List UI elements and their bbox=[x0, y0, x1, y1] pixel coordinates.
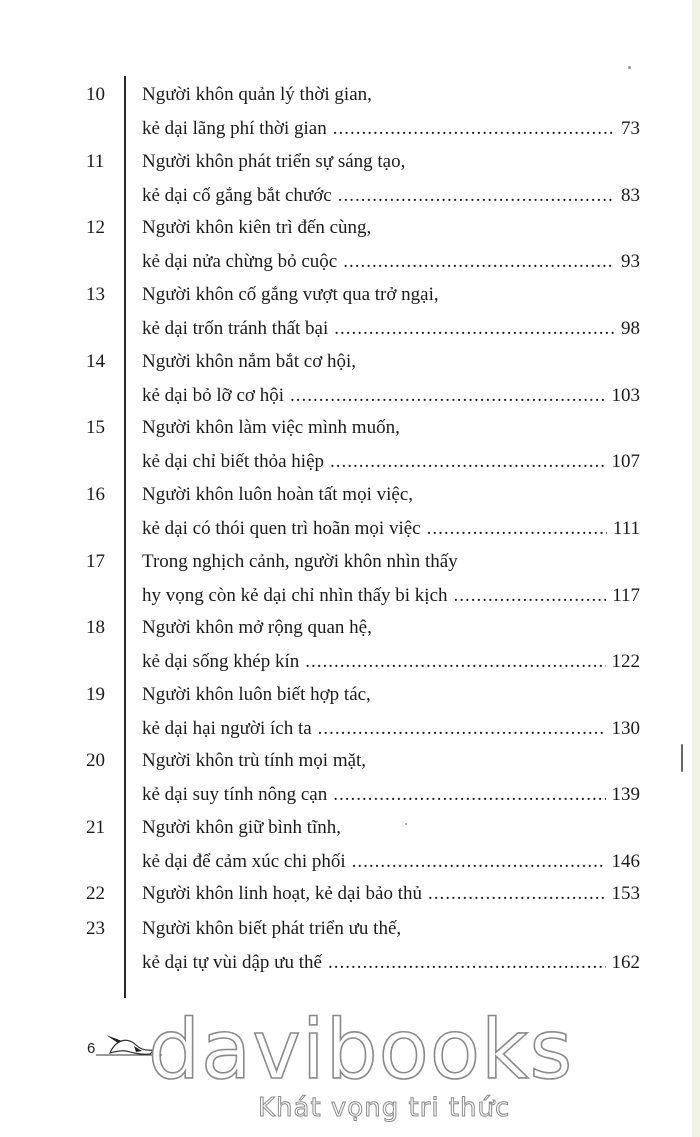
dot-leader bbox=[318, 712, 606, 745]
entry-title-line-2 bbox=[142, 379, 640, 412]
entry-title-line-2 bbox=[142, 778, 640, 811]
entry-title-line-2 bbox=[142, 179, 640, 212]
dot-leader bbox=[334, 312, 615, 345]
dot-leader bbox=[290, 379, 606, 412]
entry-title-text: kẻ dại hại người ích ta bbox=[142, 718, 312, 739]
chapter-number: 23 bbox=[86, 918, 105, 939]
page-reference: 117 bbox=[612, 585, 640, 606]
entry-title-line-2 bbox=[142, 712, 640, 745]
dot-leader bbox=[352, 845, 606, 878]
page-reference: 111 bbox=[612, 518, 640, 539]
dot-leader bbox=[338, 179, 615, 212]
entry-title-line-1: Người khôn trù tính mọi mặt, bbox=[142, 750, 367, 771]
entry-title-line-1: Người khôn luôn biết hợp tác, bbox=[142, 684, 371, 705]
entry-title-text: hy vọng còn kẻ dại chỉ nhìn thấy bi kịch bbox=[142, 585, 448, 606]
page-reference: 73 bbox=[621, 118, 640, 139]
chapter-number: 20 bbox=[86, 750, 105, 771]
entry-title-text: kẻ dại tự vùi dập ưu thế bbox=[142, 952, 322, 973]
dot-leader bbox=[333, 112, 615, 145]
entry-title-text: kẻ dại sống khép kín bbox=[142, 651, 300, 672]
entry-title-line-2 bbox=[142, 445, 640, 478]
page-reference: 139 bbox=[611, 784, 640, 805]
entry-title-text: kẻ dại suy tính nông cạn bbox=[142, 784, 328, 805]
page-number: 6 bbox=[87, 1040, 96, 1057]
page-footer bbox=[0, 1005, 700, 1137]
chapter-number: 11 bbox=[86, 151, 105, 172]
entry-title-line-1: Người khôn giữ bình tĩnh, bbox=[142, 817, 342, 838]
dot-leader bbox=[427, 512, 607, 545]
entry-title-text: Người khôn linh hoạt, kẻ dại bảo thủ bbox=[142, 883, 422, 904]
page-edge bbox=[692, 0, 700, 1137]
chapter-number: 16 bbox=[86, 484, 105, 505]
dot-leader bbox=[333, 778, 605, 811]
entry-title-line-1: Người khôn quản lý thời gian, bbox=[142, 84, 372, 105]
entry-title-line-1: Người khôn làm việc mình muốn, bbox=[142, 417, 400, 438]
entry-title-text: kẻ dại để cảm xúc chi phối bbox=[142, 851, 346, 872]
page-reference: 146 bbox=[611, 851, 640, 872]
entry-title-line-1: Người khôn nắm bắt cơ hội, bbox=[142, 351, 357, 372]
chapter-number: 13 bbox=[86, 284, 105, 305]
chapter-number: 21 bbox=[86, 817, 105, 838]
entry-title-line-2 bbox=[142, 579, 640, 612]
entry-title-line-1: Người khôn luôn hoàn tất mọi việc, bbox=[142, 484, 414, 505]
page-reference: 107 bbox=[611, 451, 640, 472]
dot-leader bbox=[454, 579, 607, 612]
entry-title-line-2 bbox=[142, 946, 640, 979]
chapter-number: 17 bbox=[86, 551, 105, 572]
page-reference: 130 bbox=[611, 718, 640, 739]
entry-title-line-2 bbox=[142, 245, 640, 278]
entry-title-line-2 bbox=[142, 112, 640, 145]
entry-title-text: kẻ dại bỏ lỡ cơ hội bbox=[142, 385, 284, 406]
entry-title-line-2 bbox=[142, 512, 640, 545]
entry-title-line-1: Người khôn biết phát triển ưu thế, bbox=[142, 918, 402, 939]
entry-title-line-1: Người khôn phát triển sự sáng tạo, bbox=[142, 151, 406, 172]
watermark-brand: davibooks bbox=[148, 1003, 574, 1098]
entry-title-text: kẻ dại lãng phí thời gian bbox=[142, 118, 327, 139]
chapter-number: 18 bbox=[86, 617, 105, 638]
dot-leader bbox=[330, 445, 605, 478]
entry-title-text: kẻ dại cố gắng bắt chước bbox=[142, 185, 332, 206]
entry-title-line-1: Người khôn cố gắng vượt qua trở ngại, bbox=[142, 284, 439, 305]
page-reference: 162 bbox=[611, 952, 640, 973]
paper-speck bbox=[405, 823, 407, 825]
entry-title-line-1: Trong nghịch cảnh, người khôn nhìn thấy bbox=[142, 551, 458, 572]
paper-speck bbox=[628, 66, 631, 69]
chapter-number: 19 bbox=[86, 684, 105, 705]
page-reference: 83 bbox=[621, 185, 640, 206]
entry-title-line-2 bbox=[142, 845, 640, 878]
paper-mark bbox=[681, 744, 683, 772]
watermark-tagline: Khát vọng tri thức bbox=[258, 1093, 511, 1123]
entry-title-text: kẻ dại chỉ biết thỏa hiệp bbox=[142, 451, 325, 472]
dot-leader bbox=[343, 245, 615, 278]
page-reference: 153 bbox=[611, 883, 640, 904]
entry-title-line-1: Người khôn mở rộng quan hệ, bbox=[142, 617, 372, 638]
page-reference: 93 bbox=[621, 251, 640, 272]
entry-title-text: kẻ dại trốn tránh thất bại bbox=[142, 318, 329, 339]
chapter-number: 14 bbox=[86, 351, 105, 372]
entry-title-text: kẻ dại nửa chừng bỏ cuộc bbox=[142, 251, 338, 272]
entry-title-line-2 bbox=[142, 312, 640, 345]
entry-title-text: kẻ dại có thói quen trì hoãn mọi việc bbox=[142, 518, 421, 539]
entry-title-line-2 bbox=[142, 645, 640, 678]
dot-leader bbox=[428, 877, 606, 910]
chapter-number: 12 bbox=[86, 217, 105, 238]
page-reference: 103 bbox=[611, 385, 640, 406]
entry-title-line-1: Người khôn kiên trì đến cùng, bbox=[142, 217, 372, 238]
toc-vertical-rule bbox=[124, 76, 126, 998]
page-reference: 98 bbox=[621, 318, 640, 339]
page-reference: 122 bbox=[611, 651, 640, 672]
dot-leader bbox=[328, 946, 606, 979]
chapter-number: 15 bbox=[86, 417, 105, 438]
chapter-number: 22 bbox=[86, 883, 105, 904]
entry-title-line-1 bbox=[142, 877, 640, 910]
dot-leader bbox=[305, 645, 605, 678]
chapter-number: 10 bbox=[86, 84, 105, 105]
